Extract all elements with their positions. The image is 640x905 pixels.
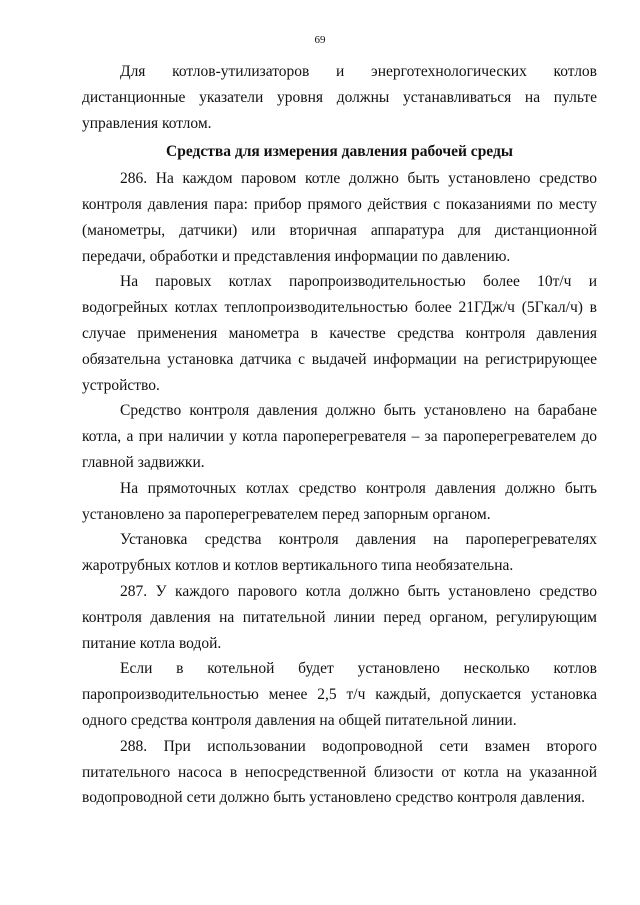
document-body <box>82 59 597 811</box>
paragraph-once-through: На прямоточных котлах средство контроля давления должно быть установлено за пароперегревателем перед запорным органом. <box>82 479 597 523</box>
paragraph-intro: Для котлов-утилизаторов и энерготехнологических котлов дистанционные указатели уровня должны устанавливаться на пульте управления котлом. <box>82 63 597 132</box>
paragraph-boiler-room: Если в котельной будет установлено несколько котлов паропроизводительностью менее 2,5 т/ч каждый, допускается установка одного средства контроля давления на общей питательной линии. <box>82 660 597 729</box>
paragraph-fire-tube: Установка средства контроля давления на пароперегревателях жаротрубных котлов и котлов вертикального типа необязательна. <box>82 531 597 575</box>
page-number: 69 <box>314 34 326 46</box>
section-heading: Средства для измерения давления рабочей среды <box>166 143 513 161</box>
paragraph-steam-boilers: На паровых котлах паропроизводительностью более 10т/ч и водогрейных котлах теплопроизводительностью более 21ГДж/ч (5Гкал/ч) в случае применения манометра в качестве средства контроля давления обязательна установка датчика с выдачей информации на регистрирующее устройство. <box>82 273 597 394</box>
paragraph-288: 288. При использовании водопроводной сети взамен второго питательного насоса в непосредственной близости от котла на указанной водопроводной сети должно быть установлено средство контроля давления. <box>82 737 597 807</box>
paragraph-drum: Средство контроля давления должно быть установлено на барабане котла, а при наличии у котла пароперегревателя – за пароперегревателем до главной задвижки. <box>82 402 597 471</box>
paragraph-286: 286. На каждом паровом котле должно быть установлено средство контроля давления пара: прибор прямого действия с показаниями по месту (манометры, датчики) или вторичная аппаратура для дистанционной передачи, обработки и представления информации по давлению. <box>82 170 597 265</box>
paragraph-287: 287. У каждого парового котла должно быть установлено средство контроля давления на питательной линии перед органом, регулирующим питание котла водой. <box>82 582 597 652</box>
